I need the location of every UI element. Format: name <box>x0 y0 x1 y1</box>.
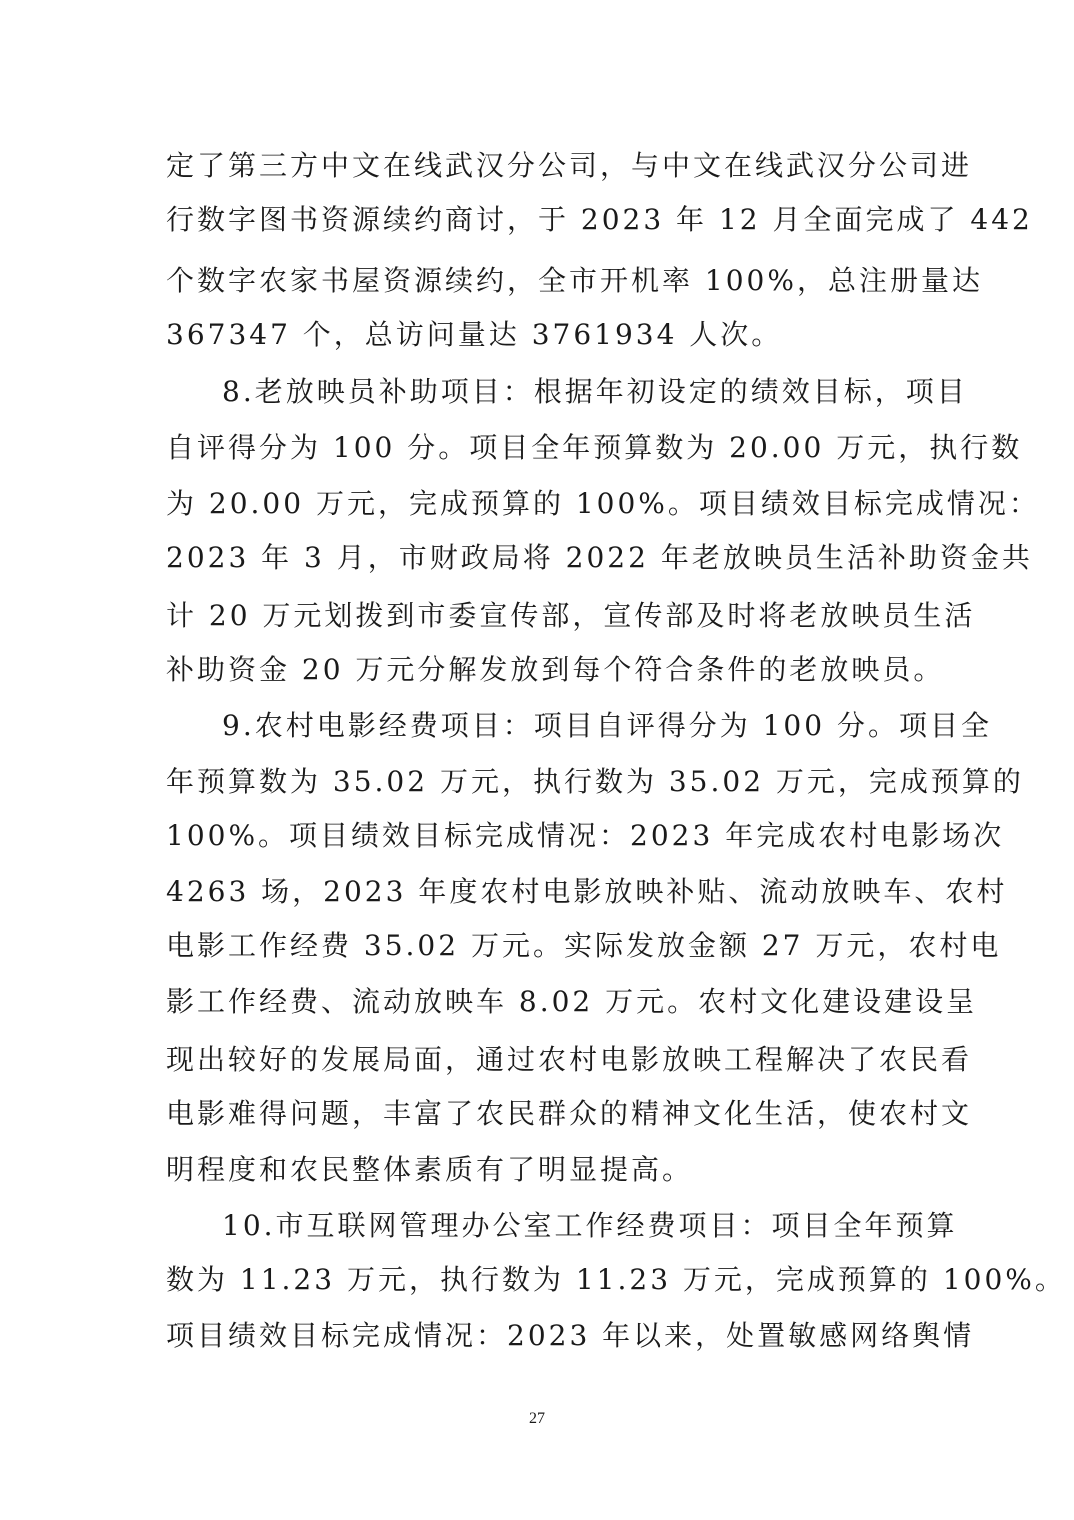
body-text-line: 个数字农家书屋资源续约，全市开机率 100%，总注册量达 <box>166 264 983 297</box>
body-text-line: 100%。项目绩效目标完成情况：2023 年完成农村电影场次 <box>166 819 1005 852</box>
page-number: 27 <box>529 1410 545 1427</box>
body-text-line: 为 20.00 万元，完成预算的 100%。项目绩效目标完成情况： <box>166 487 1040 520</box>
body-text-line: 年预算数为 35.02 万元，执行数为 35.02 万元，完成预算的 <box>166 765 1024 798</box>
body-text-line: 367347 个，总访问量达 3761934 人次。 <box>166 318 783 351</box>
section-9-heading-line: 9.农村电影经费项目：项目自评得分为 100 分。项目全 <box>222 709 992 742</box>
body-text-line: 自评得分为 100 分。项目全年预算数为 20.00 万元，执行数 <box>166 431 1023 464</box>
section-10-heading-line: 10.市互联网管理办公室工作经费项目：项目全年预算 <box>222 1209 958 1242</box>
body-text-line: 定了第三方中文在线武汉分公司，与中文在线武汉分公司进 <box>166 149 973 182</box>
section-8-heading-line: 8.老放映员补助项目：根据年初设定的绩效目标，项目 <box>222 375 968 408</box>
body-text-line: 补助资金 20 万元分解发放到每个符合条件的老放映员。 <box>166 653 945 686</box>
body-text-line: 行数字图书资源续约商讨，于 2023 年 12 月全面完成了 442 <box>166 203 1033 236</box>
body-text-line: 4263 场，2023 年度农村电影放映补贴、流动放映车、农村 <box>166 875 1008 908</box>
body-text-line: 电影工作经费 35.02 万元。实际发放金额 27 万元，农村电 <box>166 929 1002 962</box>
body-text-line: 现出较好的发展局面，通过农村电影放映工程解决了农民看 <box>166 1043 973 1076</box>
body-text-line: 项目绩效目标完成情况：2023 年以来，处置敏感网络舆情 <box>166 1319 975 1352</box>
body-text-line: 影工作经费、流动放映车 8.02 万元。农村文化建设建设呈 <box>166 985 978 1018</box>
body-text-line: 数为 11.23 万元，执行数为 11.23 万元，完成预算的 100%。 <box>166 1263 1066 1296</box>
body-text-line: 电影难得问题，丰富了农民群众的精神文化生活，使农村文 <box>166 1097 973 1130</box>
body-text-line: 明程度和农民整体素质有了明显提高。 <box>166 1153 694 1186</box>
body-text-line: 计 20 万元划拨到市委宣传部，宣传部及时将老放映员生活 <box>166 599 976 632</box>
body-text-line: 2023 年 3 月，市财政局将 2022 年老放映员生活补助资金共 <box>166 541 1033 574</box>
